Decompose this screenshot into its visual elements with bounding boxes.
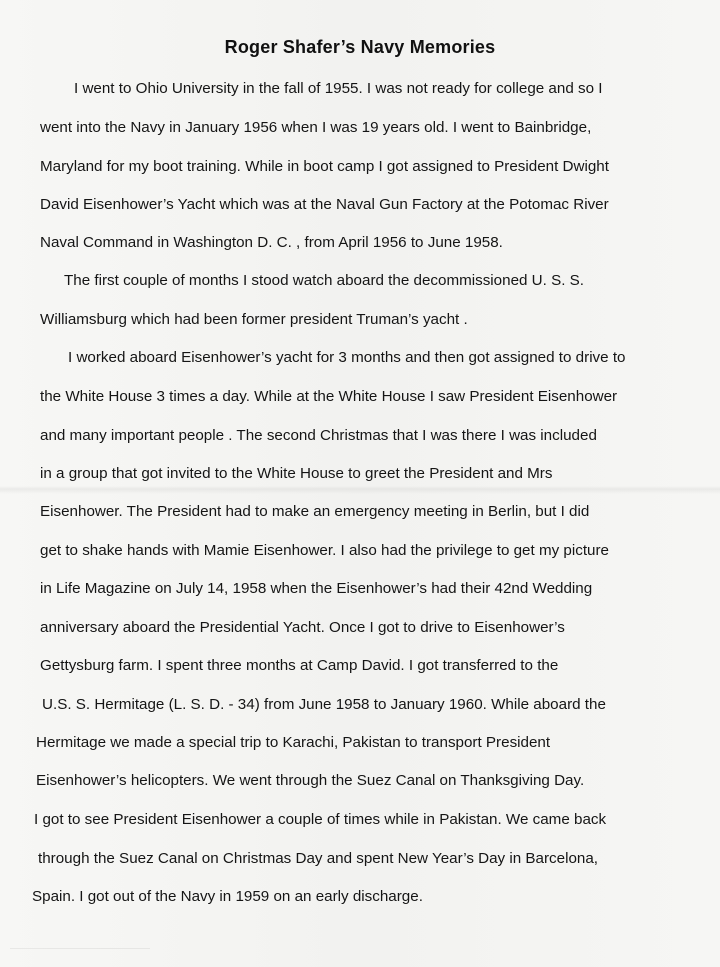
text-line-8: I worked aboard Eisenhower’s yacht for 3 months and then got assigned to drive to	[68, 349, 626, 366]
text-line-6: The first couple of months I stood watch aboard the decommissioned U. S. S.	[64, 272, 585, 289]
text-line-5: Naval Command in Washington D. C. , from April 1956 to June 1958.	[40, 234, 503, 251]
text-line-14: in Life Magazine on July 14, 1958 when the Eisenhower’s had their 42nd Wedding	[40, 580, 593, 597]
text-line-17: U.S. S. Hermitage (L. S. D. - 34) from June 1958 to January 1960. While aboard the	[42, 696, 606, 713]
text-line-4: David Eisenhower’s Yacht which was at the Naval Gun Factory at the Potomac River	[40, 196, 609, 213]
text-line-16: Gettysburg farm. I spent three months at Camp David. I got transferred to the	[40, 657, 559, 674]
text-line-7: Williamsburg which had been former president Truman’s yacht .	[40, 311, 468, 328]
document-title: Roger Shafer’s Navy Memories	[224, 37, 496, 57]
text-line-20: I got to see President Eisenhower a couple of times while in Pakistan. We came back	[34, 811, 607, 828]
text-line-13: get to shake hands with Mamie Eisenhower. I also had the privilege to get my picture	[40, 542, 609, 559]
scan-edge-mark	[10, 948, 150, 963]
text-line-12: Eisenhower. The President had to make an emergency meeting in Berlin, but I did	[40, 503, 590, 520]
text-line-11: in a group that got invited to the White House to greet the President and Mrs	[40, 465, 553, 482]
text-line-3: Maryland for my boot training. While in boot camp I got assigned to President Dwight	[40, 158, 609, 175]
text-line-22: Spain. I got out of the Navy in 1959 on an early discharge.	[32, 888, 423, 905]
text-line-21: through the Suez Canal on Christmas Day and spent New Year’s Day in Barcelona,	[38, 850, 599, 867]
text-line-15: anniversary aboard the Presidential Yacht. Once I got to drive to Eisenhower’s	[40, 619, 565, 636]
text-line-18: Hermitage we made a special trip to Karachi, Pakistan to transport President	[36, 734, 551, 751]
text-line-19: Eisenhower’s helicopters. We went through the Suez Canal on Thanksgiving Day.	[36, 772, 585, 789]
text-line-2: went into the Navy in January 1956 when I was 19 years old. I went to Bainbridge,	[40, 119, 592, 136]
text-line-9: the White House 3 times a day. While at the White House I saw President Eisenhower	[40, 388, 618, 405]
text-line-10: and many important people . The second Christmas that I was there I was included	[40, 427, 597, 444]
text-line-1: I went to Ohio University in the fall of 1955. I was not ready for college and so I	[74, 80, 603, 97]
